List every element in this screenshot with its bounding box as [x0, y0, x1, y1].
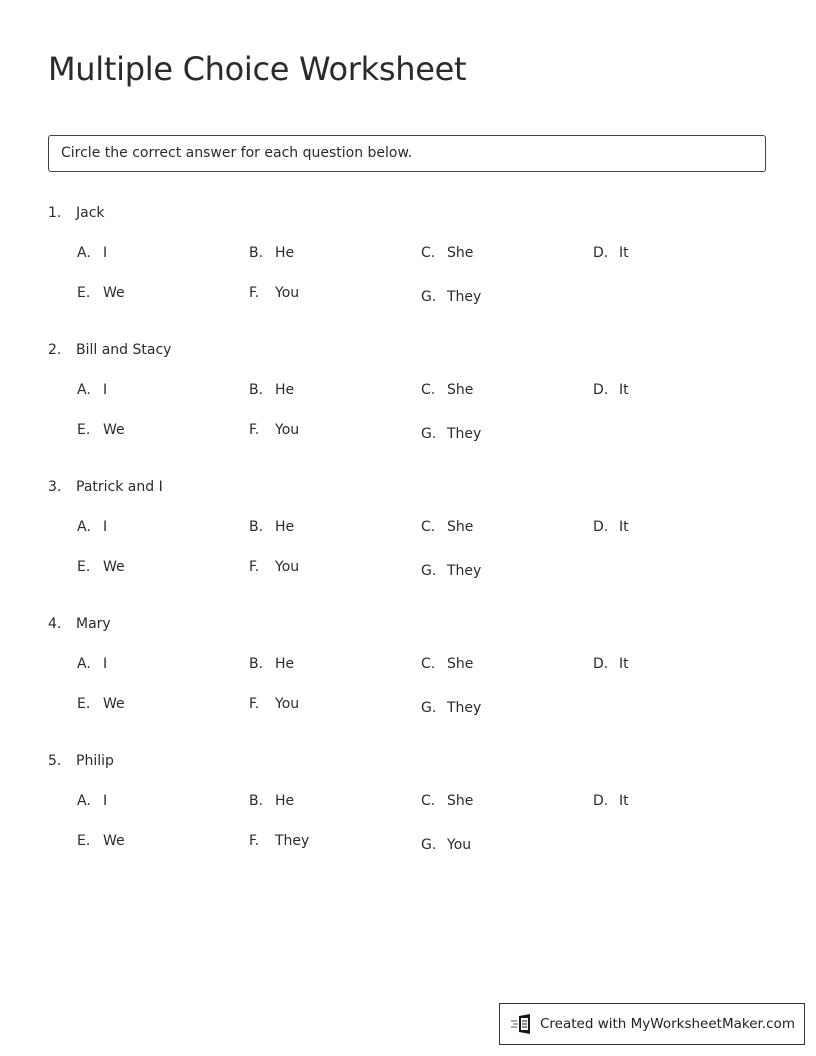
option-letter: B. — [249, 519, 264, 535]
option-letter: E. — [77, 422, 91, 438]
option-text: He — [275, 382, 295, 398]
option-letter: B. — [249, 656, 264, 672]
option-d[interactable] — [593, 792, 629, 810]
option-text: It — [619, 793, 629, 809]
option-b[interactable] — [249, 655, 294, 673]
option-text: You — [275, 285, 300, 301]
option-letter: D. — [593, 382, 609, 398]
option-letter: D. — [593, 656, 609, 672]
footer-credit[interactable] — [499, 1003, 805, 1045]
option-text: She — [447, 656, 474, 672]
option-letter: C. — [421, 656, 436, 672]
option-text: They — [447, 563, 482, 579]
question-text: Philip — [76, 753, 114, 769]
option-letter: F. — [249, 833, 260, 849]
option-text: I — [103, 519, 108, 535]
question-text: Mary — [76, 616, 111, 632]
question-text: Patrick and I — [76, 479, 163, 495]
option-letter: A. — [77, 793, 91, 809]
option-c[interactable] — [421, 518, 473, 536]
option-text: They — [447, 289, 482, 305]
option-text: It — [619, 519, 629, 535]
option-d[interactable] — [593, 244, 629, 262]
option-text: She — [447, 245, 474, 261]
option-g[interactable] — [421, 699, 481, 717]
option-letter: F. — [249, 422, 260, 438]
option-text: She — [447, 519, 474, 535]
option-b[interactable] — [249, 518, 294, 536]
option-text: You — [275, 559, 300, 575]
question-number: 5. — [48, 753, 62, 769]
question-number: 3. — [48, 479, 62, 495]
instructions-box — [48, 135, 766, 172]
option-f[interactable] — [249, 421, 299, 439]
option-letter: G. — [421, 563, 437, 579]
option-letter: C. — [421, 519, 436, 535]
question-prompt — [48, 341, 171, 359]
option-f[interactable] — [249, 695, 299, 713]
option-letter: C. — [421, 793, 436, 809]
option-text: I — [103, 656, 108, 672]
option-letter: A. — [77, 382, 91, 398]
option-a[interactable] — [77, 792, 107, 810]
question-text: Bill and Stacy — [76, 342, 172, 358]
option-letter: A. — [77, 656, 91, 672]
option-text: You — [275, 422, 300, 438]
option-letter: B. — [249, 245, 264, 261]
option-letter: G. — [421, 700, 437, 716]
question-prompt — [48, 615, 111, 633]
option-g[interactable] — [421, 836, 471, 854]
option-text: We — [103, 422, 125, 438]
option-e[interactable] — [77, 284, 125, 302]
option-b[interactable] — [249, 244, 294, 262]
option-f[interactable] — [249, 558, 299, 576]
option-letter: E. — [77, 285, 91, 301]
option-f[interactable] — [249, 832, 309, 850]
option-a[interactable] — [77, 518, 107, 536]
option-c[interactable] — [421, 244, 473, 262]
question-prompt — [48, 204, 105, 222]
option-a[interactable] — [77, 381, 107, 399]
question-prompt — [48, 478, 163, 496]
option-letter: A. — [77, 519, 91, 535]
option-text: You — [447, 837, 472, 853]
option-text: It — [619, 245, 629, 261]
option-text: They — [447, 700, 482, 716]
option-letter: G. — [421, 289, 437, 305]
option-text: We — [103, 696, 125, 712]
question-number: 1. — [48, 205, 62, 221]
option-g[interactable] — [421, 425, 481, 443]
option-letter: G. — [421, 837, 437, 853]
option-letter: F. — [249, 696, 260, 712]
question-number: 2. — [48, 342, 62, 358]
option-g[interactable] — [421, 562, 481, 580]
question-prompt — [48, 752, 114, 770]
option-text: We — [103, 833, 125, 849]
option-text: They — [275, 833, 310, 849]
option-d[interactable] — [593, 381, 629, 399]
option-e[interactable] — [77, 421, 125, 439]
option-letter: C. — [421, 382, 436, 398]
instructions-text: Circle the correct answer for each question below. — [61, 145, 413, 161]
option-letter: A. — [77, 245, 91, 261]
option-d[interactable] — [593, 518, 629, 536]
option-g[interactable] — [421, 288, 481, 306]
option-text: He — [275, 245, 295, 261]
option-e[interactable] — [77, 558, 125, 576]
option-d[interactable] — [593, 655, 629, 673]
option-letter: B. — [249, 793, 264, 809]
option-letter: D. — [593, 793, 609, 809]
option-letter: D. — [593, 519, 609, 535]
option-letter: F. — [249, 559, 260, 575]
option-text: She — [447, 793, 474, 809]
worksheet-title: Multiple Choice Worksheet — [48, 50, 467, 88]
option-text: I — [103, 382, 108, 398]
option-b[interactable] — [249, 381, 294, 399]
option-c[interactable] — [421, 381, 473, 399]
option-b[interactable] — [249, 792, 294, 810]
option-letter: C. — [421, 245, 436, 261]
option-e[interactable] — [77, 832, 125, 850]
option-text: It — [619, 656, 629, 672]
option-letter: E. — [77, 696, 91, 712]
option-letter: D. — [593, 245, 609, 261]
option-a[interactable] — [77, 244, 107, 262]
option-letter: E. — [77, 559, 91, 575]
option-letter: E. — [77, 833, 91, 849]
worksheet-logo-icon — [510, 1013, 534, 1035]
option-text: They — [447, 426, 482, 442]
option-f[interactable] — [249, 284, 299, 302]
option-e[interactable] — [77, 695, 125, 713]
option-letter: F. — [249, 285, 260, 301]
option-text: She — [447, 382, 474, 398]
option-text: He — [275, 656, 295, 672]
option-a[interactable] — [77, 655, 107, 673]
question-text: Jack — [76, 205, 105, 221]
option-text: You — [275, 696, 300, 712]
option-text: We — [103, 559, 125, 575]
option-text: We — [103, 285, 125, 301]
option-text: He — [275, 519, 295, 535]
option-c[interactable] — [421, 792, 473, 810]
option-text: It — [619, 382, 629, 398]
option-letter: B. — [249, 382, 264, 398]
option-letter: G. — [421, 426, 437, 442]
question-number: 4. — [48, 616, 62, 632]
option-text: I — [103, 793, 108, 809]
footer-text: Created with MyWorksheetMaker.com — [540, 1016, 795, 1032]
option-text: I — [103, 245, 108, 261]
option-text: He — [275, 793, 295, 809]
option-c[interactable] — [421, 655, 473, 673]
